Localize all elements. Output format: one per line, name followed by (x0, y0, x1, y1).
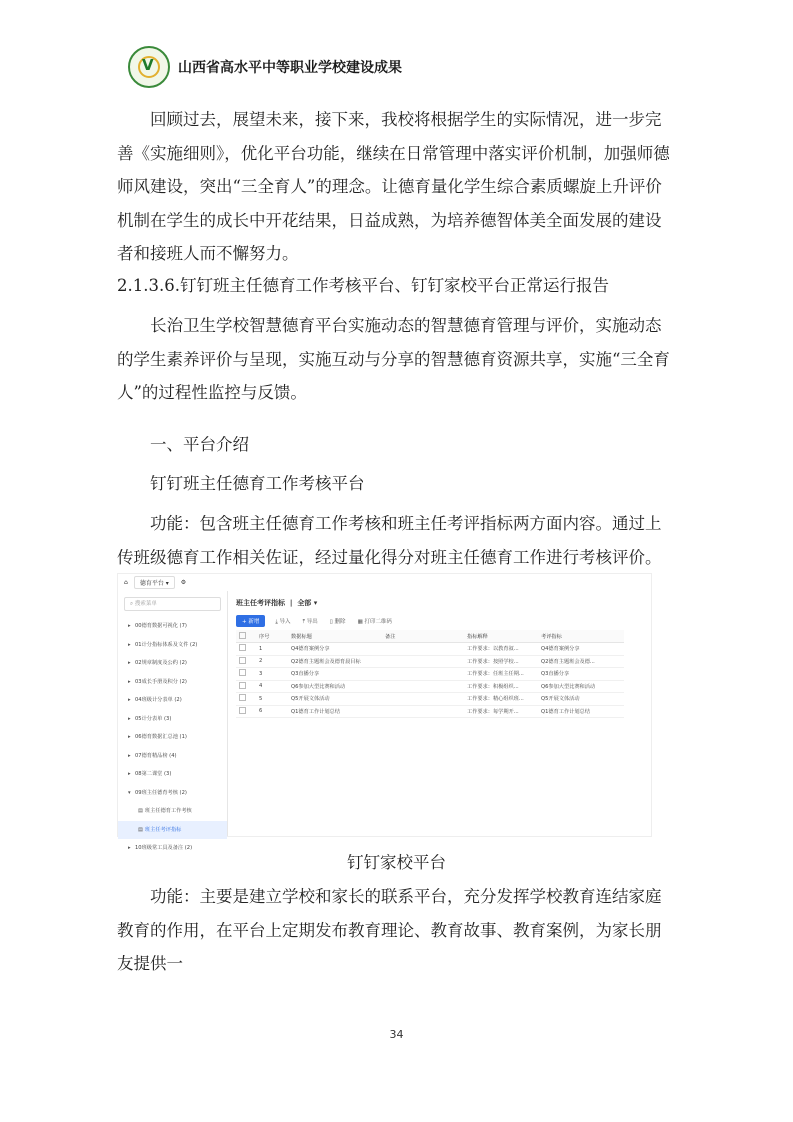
column-header: 数据标题 (288, 630, 382, 643)
sidebar-item[interactable]: ▸ 06德育数据汇总池 (1) (128, 734, 187, 740)
row-checkbox[interactable] (239, 644, 246, 651)
cell-title: Q3直播分享 (288, 668, 382, 681)
cell-no: 5 (256, 693, 288, 706)
new-button[interactable]: + 新增 (236, 615, 265, 627)
sidebar-item[interactable]: ▸ 10班级常工具及备注 (2) (128, 845, 193, 851)
gear-icon[interactable]: ⚙ (180, 579, 187, 586)
sidebar-item[interactable]: ▸ 05计分表单 (3) (128, 715, 172, 722)
cell-title: Q6参加大型比赛和活动 (288, 680, 382, 693)
import-icon: ⤓ (275, 618, 280, 625)
column-header: 备注 (382, 630, 464, 643)
export-icon: ⤒ (302, 618, 307, 625)
column-header: 指标解释 (464, 630, 538, 643)
cell-indicator: Q5开展文体活动 (538, 693, 624, 706)
cell-indicator: Q3直播分享 (538, 668, 624, 681)
select-all-checkbox[interactable] (239, 632, 246, 639)
sidebar-item[interactable]: ▸ 01计分指标体系及文件 (2) (128, 641, 198, 648)
cell-note (382, 693, 464, 706)
search-input[interactable]: ⌕ 搜索菜单 (124, 597, 221, 611)
toolbar (228, 612, 651, 630)
cell-explain: 工作要求：任班主任期... (464, 668, 538, 681)
column-header: 考评指标 (538, 630, 624, 643)
cell-explain: 工作要求：以教育叙... (464, 643, 538, 656)
cell-note (382, 643, 464, 656)
cell-indicator: Q6参加大型比赛和活动 (538, 680, 624, 693)
cell-note (382, 668, 464, 681)
cell-indicator: Q1德育工作计划总结 (538, 705, 624, 718)
cell-title: Q4德育案例分享 (288, 643, 382, 656)
view-select[interactable]: 全部 ▾ (297, 599, 318, 607)
header-title: 山西省高水平中等职业学校建设成果 (178, 60, 402, 76)
cell-explain: 工作要求：精心组织班... (464, 693, 538, 706)
sidebar-subitem-active[interactable]: ▤ 班主任考评指标 (118, 821, 227, 840)
paragraph-3: 功能：包含班主任德育工作考核和班主任考评指标两方面内容。通过上传班级德育工作相关佐证，经过量化得分对班主任德育工作进行考核评价。 (117, 514, 662, 567)
main-panel (228, 591, 651, 836)
main-title: 班主任考评指标 | 全部 ▾ (236, 599, 318, 607)
cell-indicator: Q4德育案例分享 (538, 643, 624, 656)
table-row[interactable] (236, 668, 624, 681)
cell-indicator: Q2德育主题班会及德... (538, 655, 624, 668)
figure-caption: 钉钉家校平台 (347, 853, 446, 872)
table-row[interactable] (236, 655, 624, 668)
page-number: 34 (389, 1028, 404, 1041)
row-checkbox[interactable] (239, 682, 246, 689)
table-row[interactable] (236, 693, 624, 706)
cell-no: 3 (256, 668, 288, 681)
qr-icon: ▦ (357, 619, 365, 625)
sidebar-item[interactable]: ▾ 09班主任德育考核 (2) (128, 789, 187, 796)
home-icon[interactable]: ⌂ (124, 579, 128, 586)
delete-button[interactable]: ▯ 删除 (329, 619, 346, 625)
export-button[interactable]: ⤒ 导出 (302, 618, 318, 625)
cell-explain: 工作要求：按照学校... (464, 655, 538, 668)
paragraph-1: 回顾过去，展望未来，接下来，我校将根据学生的实际情况，进一步完善《实施细则》，优化平台功能，继续在日常管理中落实评价机制，加强师德师风建设，突出“三全育人”的理念。让德育量化学生综合素质螺旋上升评价机制在学生的成长中开花结果，日益成熟，为培养德智体美全面发展的建设者和接班人而不懈努力。 (117, 110, 670, 263)
print-qr-button[interactable]: ▦ 打印二维码 (357, 619, 393, 625)
cell-explain: 工作要求：积极组织... (464, 680, 538, 693)
cell-no: 6 (256, 705, 288, 718)
column-header: 序号 (256, 630, 288, 643)
table-row[interactable] (236, 680, 624, 693)
sidebar-item[interactable]: ▸ 03成长手册及积分 (2) (128, 678, 187, 685)
row-checkbox[interactable] (239, 694, 246, 701)
cell-no: 2 (256, 655, 288, 668)
platform-tab[interactable]: 德育平台 ▾ (134, 576, 175, 589)
row-checkbox[interactable] (239, 707, 246, 714)
cell-explain: 工作要求：每学期开... (464, 705, 538, 718)
sidebar-item[interactable]: ▸ 08第二课堂 (3) (128, 771, 172, 777)
top-bar (118, 574, 651, 592)
sidebar-subitem[interactable]: ▤ 班主任德育工作考核 (138, 808, 192, 814)
sidebar-item[interactable]: ▸ 00德育数据可视化 (7) (128, 623, 187, 629)
sidebar-item[interactable]: ▸ 07德育精品榜 (4) (128, 752, 177, 759)
row-checkbox[interactable] (239, 657, 246, 664)
cell-no: 4 (256, 680, 288, 693)
section-title: 一、平台介绍 (150, 435, 249, 454)
table-row[interactable] (236, 643, 624, 656)
subsection-title: 钉钉班主任德育工作考核平台 (150, 474, 365, 493)
page-header (128, 45, 402, 89)
table-row[interactable] (236, 705, 624, 718)
paragraph-2: 长治卫生学校智慧德育平台实施动态的智慧德育管理与评价，实施动态的学生素养评价与呈现，实施互动与分享的智慧德育资源共享，实施“三全育人”的过程性监控与反馈。 (117, 316, 670, 402)
search-icon: ⌕ (130, 601, 135, 607)
school-emblem-icon (128, 46, 170, 88)
cell-note (382, 655, 464, 668)
cell-title: Q5开展文体活动 (288, 693, 382, 706)
trash-icon: ▯ (329, 619, 335, 625)
cell-note (382, 680, 464, 693)
cell-note (382, 705, 464, 718)
sidebar-item[interactable]: ▸ 04班级计分表单 (2) (128, 697, 182, 703)
import-button[interactable]: ⤓ 导入 (275, 618, 291, 625)
sidebar (118, 591, 228, 851)
cell-title: Q1德育工作计划总结 (288, 705, 382, 718)
row-checkbox[interactable] (239, 669, 246, 676)
sidebar-item[interactable]: ▸ 02规章制度及公约 (2) (128, 660, 187, 666)
cell-title: Q2德育主题班会及德育晨目标 (288, 655, 382, 668)
data-table (236, 630, 624, 718)
table-header-row (236, 630, 624, 643)
paragraph-4: 功能：主要是建立学校和家长的联系平台，充分发挥学校教育连结家庭教育的作用，在平台上定期发布教育理论、教育故事、教育案例，为家长朋友提供一 (117, 887, 662, 973)
cell-no: 1 (256, 643, 288, 656)
section-heading: 2.1.3.6.钉钉班主任德育工作考核平台、钉钉家校平台正常运行报告 (117, 276, 609, 295)
platform-screenshot (117, 573, 652, 851)
